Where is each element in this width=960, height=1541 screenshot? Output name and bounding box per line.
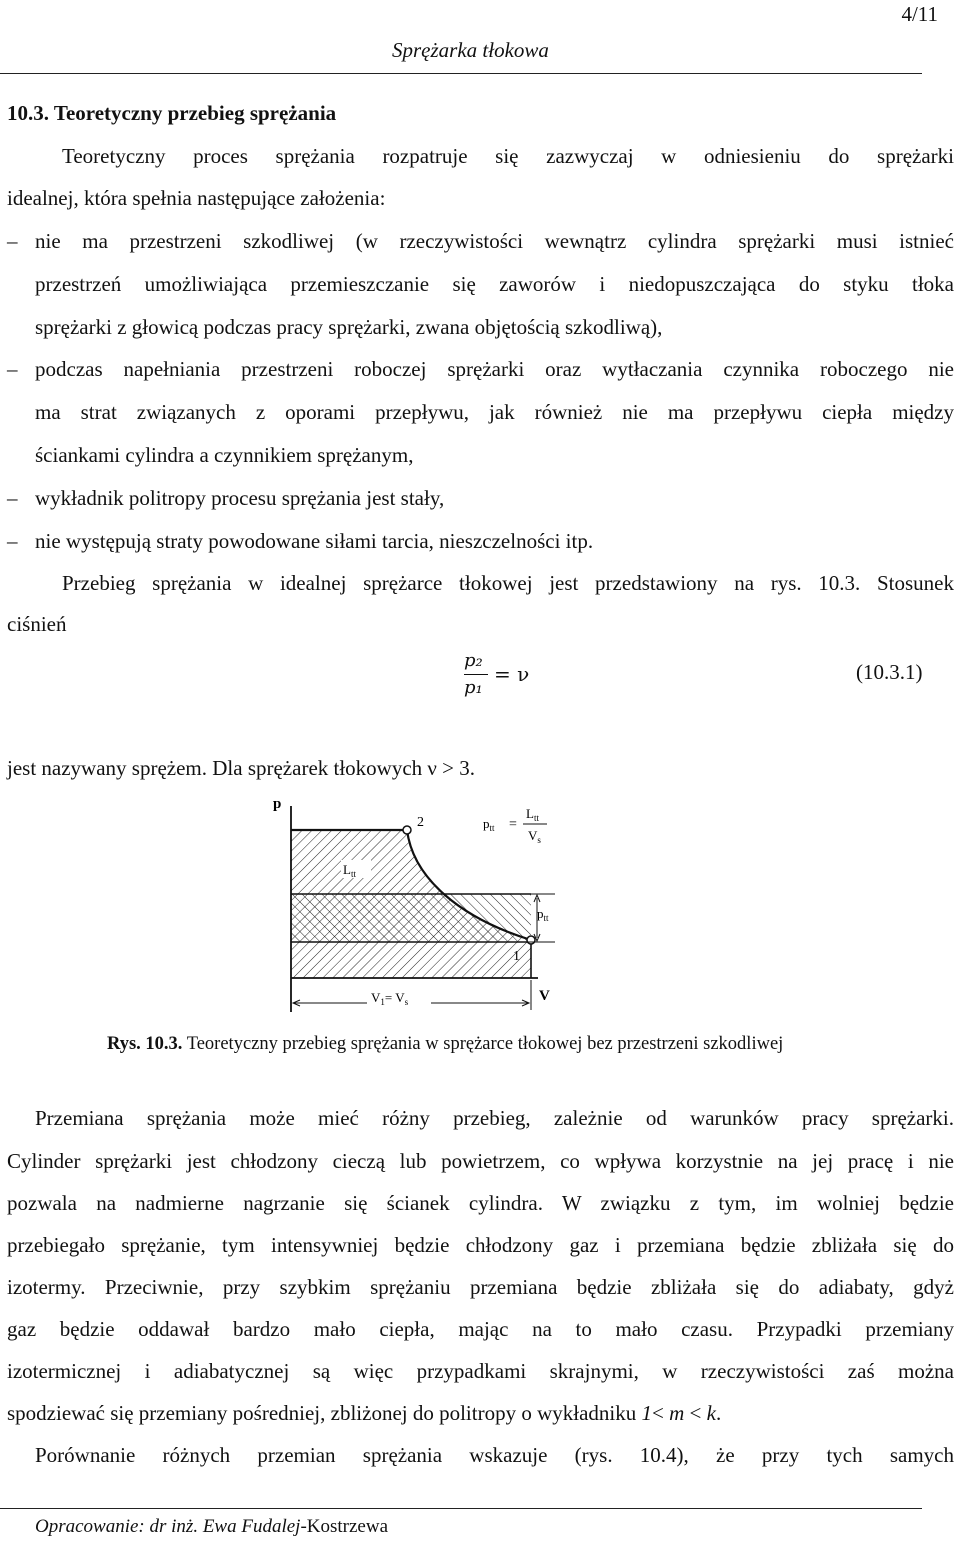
dash-bullet: – <box>7 486 18 510</box>
bullet-line: podczas napełniania przestrzeni roboczej sprężarki oraz wytłaczania czynnika roboczego nie <box>35 357 954 381</box>
point-1-marker <box>527 936 535 944</box>
body-line: przebiegało sprężanie, tym intensywniej będzie chłodzony gaz i przemiana będzie zbliżała się do <box>7 1233 954 1257</box>
equation-rhs: = ν <box>494 662 530 686</box>
point-2-label: 2 <box>417 815 424 830</box>
body-line: Cylinder sprężarki jest chłodzony cieczą lub powietrzem, co wpływa korzystnie na jej pracę i nie <box>7 1149 954 1173</box>
math-lt: < <box>652 1401 670 1425</box>
paragraph-line: ciśnień <box>7 612 67 636</box>
paragraph-line: jest nazywany sprężem. Dla sprężarek tłokowych ν > 3. <box>7 756 476 780</box>
paragraph-line: Przebieg sprężania w idealnej sprężarce tłokowej jest przedstawiony na rys. 10.3. Stosunek <box>62 571 954 595</box>
footer <box>35 1516 388 1538</box>
body-line: pozwala na nadmierne nagrzanie się ścianek cylindra. W związku z tym, im wolniej będzie <box>7 1191 954 1215</box>
footer-author: Opracowanie: dr inż. Ewa Fudalej <box>35 1516 301 1537</box>
axis-v-label: V <box>539 988 550 1004</box>
math-lt: < <box>684 1401 707 1425</box>
fraction-bar <box>464 674 488 675</box>
bullet-line: sprężarki z głowicą podczas pracy sprężarki, zwana objętością szkodliwą), <box>35 315 663 339</box>
math-k: k <box>706 1401 716 1425</box>
body-line: izotermy. Przeciwnie, przy szybkim sprężaniu przemiana będzie zbliżała się do adiabaty, gdyż <box>7 1275 954 1299</box>
formula-lhs: $p_{tt}$ <box>483 816 495 833</box>
point-2-marker <box>403 826 411 834</box>
body-line: gaz będzie oddawał bardzo mało ciepła, mając na to mało czasu. Przypadki przemiany <box>7 1317 954 1341</box>
intro-line: Teoretyczny proces sprężania rozpatruje się zazwyczaj w odniesieniu do sprężarki <box>62 144 954 168</box>
equation-denominator: p₁ <box>464 677 483 698</box>
formula-numerator: $L_{tt}$ <box>526 806 539 823</box>
caption-text: Teoretyczny przebieg sprężania w sprężarce tłokowej bez przestrzeni szkodliwej <box>182 1034 784 1054</box>
bullet-line: ma strat związanych z oporami przepływu, jak również nie ma przepływu ciepła między <box>35 400 954 424</box>
dash-bullet: – <box>7 229 18 253</box>
equation-pressure-ratio <box>464 650 544 702</box>
body-line: Porównanie różnych przemian sprężania wskazuje (rys. 10.4), że przy tych samych <box>35 1443 954 1467</box>
formula-equals: = <box>509 817 517 832</box>
bullet-line: nie występują straty powodowane siłami tarcia, nieszczelności itp. <box>35 529 594 553</box>
bullet-line: wykładnik politropy procesu sprężania jest stały, <box>35 486 445 510</box>
body-line: Przemiana sprężania może mieć różny przebieg, zależnie od warunków pracy sprężarki. <box>35 1106 954 1130</box>
body-line-last <box>7 1399 954 1427</box>
bullet-line: ściankami cylindra a czynnikiem sprężanym, <box>35 443 414 467</box>
running-title: Sprężarka tłokowa <box>392 38 549 62</box>
equation-numerator: p₂ <box>464 650 483 671</box>
footer-rule <box>0 1508 922 1509</box>
dash-bullet: – <box>7 529 18 553</box>
body-text: spodziewać się przemiany pośredniej, zbliżonej do politropy o wykładniku <box>7 1401 642 1425</box>
mean-pressure-band <box>291 894 531 942</box>
bullet-line: nie ma przestrzeni szkodliwej (w rzeczywistości wewnątrz cylindra sprężarki musi istnieć <box>35 229 954 253</box>
math-m: m <box>669 1401 685 1425</box>
volume-label: $V_1= V_s$ <box>371 990 409 1007</box>
pv-diagram <box>255 788 570 1018</box>
figure-caption <box>107 1034 783 1055</box>
right-pressure-label: $p_{tt}$ <box>537 906 549 923</box>
caption-label: Rys. 10.3. <box>107 1034 183 1054</box>
area-label: $L_{tt}$ <box>343 862 356 879</box>
math-dot: . <box>715 1401 722 1425</box>
formula-denominator: $V_s$ <box>528 828 541 845</box>
body-line: izotermicznej i adiabatycznej są więc przypadkami skrajnymi, w rzeczywistości zaś można <box>7 1359 954 1383</box>
intro-line: idealnej, która spełnia następujące założenia: <box>7 186 386 210</box>
axis-p-label: p <box>273 796 282 812</box>
bullet-line: przestrzeń umożliwiająca przemieszczanie się zaworów i niedopuszczająca do styku tłoka <box>35 272 954 296</box>
header-rule <box>0 73 922 74</box>
section-heading: 10.3. Teoretyczny przebieg sprężania <box>7 101 337 125</box>
point-1-label: 1 <box>513 949 520 964</box>
equation-number: (10.3.1) <box>856 660 923 684</box>
dash-bullet: – <box>7 357 18 381</box>
page-number: 4/11 <box>901 2 938 26</box>
footer-author-suffix: -Kostrzewa <box>300 1516 389 1537</box>
math-one: 1 <box>641 1401 653 1425</box>
